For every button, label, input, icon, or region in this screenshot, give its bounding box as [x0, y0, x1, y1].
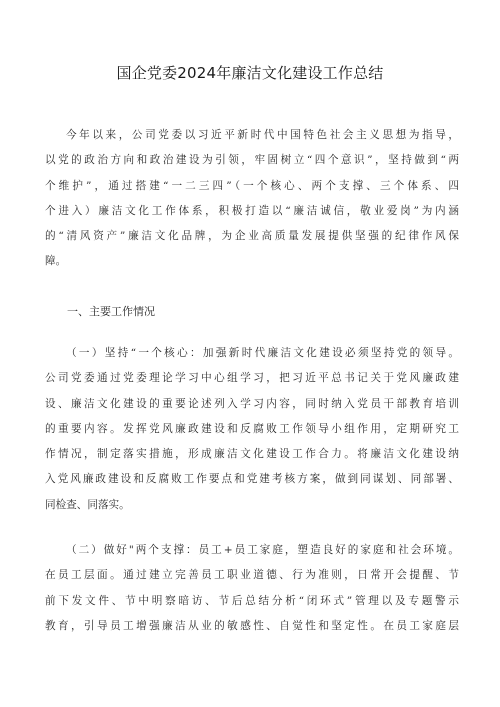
- intro-line: 的“清风资产”廉洁文化品牌，为企业高质量发展提供坚强的纪律作风保: [45, 230, 459, 243]
- intro-line: 障。: [45, 255, 67, 268]
- item1-paragraph: [45, 341, 459, 518]
- section-heading: 一、主要工作情况: [67, 305, 155, 318]
- item1-line: 公司党委通过党委理论学习中心组学习，把习近平总书记关于党风廉政建: [45, 372, 459, 385]
- item2-line: 前下发文件、节中明察暗访、节后总结分析“闭环式”管理以及专题警示: [45, 594, 459, 607]
- item2-line: （二）做好"两个支撑：员工+员工家庭，塑造良好的家庭和社会环境。: [66, 544, 459, 556]
- document-title: 国企党委2024年廉洁文化建设工作总结: [116, 64, 384, 82]
- intro-line: 个进入）廉洁文化工作体系，积极打造以“廉洁诚信，敬业爱岗”为内涵: [45, 204, 459, 217]
- intro-line: 个维护”，通过搭建“一二三四”（一个核心、两个支撑、三个体系、四: [45, 179, 459, 192]
- intro-line: 以党的政治方向和政治建设为引领，牢固树立“四个意识”，坚持做到“两: [45, 154, 459, 167]
- item1-line: 入党风廉政建设和反腐败工作要点和党建考核方案，做到同谋划、同部署、: [45, 473, 459, 486]
- intro-line: 今年以来，公司党委以习近平新时代中国特色社会主义思想为指导，: [66, 129, 459, 141]
- item1-line: （一）坚持“一个核心：加强新时代廉洁文化建设必须坚持党的领导。: [66, 347, 459, 359]
- item2-line: 在员工层面。通过建立完善员工职业道德、行为准则，日常开会提醒、节: [45, 569, 459, 582]
- item2-line: 教育，引导员工增强廉洁从业的敏感性、自觉性和坚定性。在员工家庭层: [45, 619, 459, 632]
- item1-line: 的重要内容。发挥党风廉政建设和反腐败工作领导小组作用，定期研究工: [45, 422, 459, 435]
- item1-line: 设、廉洁文化建设的重要论述列入学习内容，同时纳入党员干部教育培训: [45, 397, 459, 410]
- intro-paragraph: [45, 123, 459, 275]
- item1-line: 同检查、同落实。: [45, 498, 130, 511]
- item1-line: 作情况，制定落实措施，形成廉洁文化建设工作合力。将廉洁文化建设纳: [45, 448, 459, 461]
- item2-paragraph: [45, 538, 459, 639]
